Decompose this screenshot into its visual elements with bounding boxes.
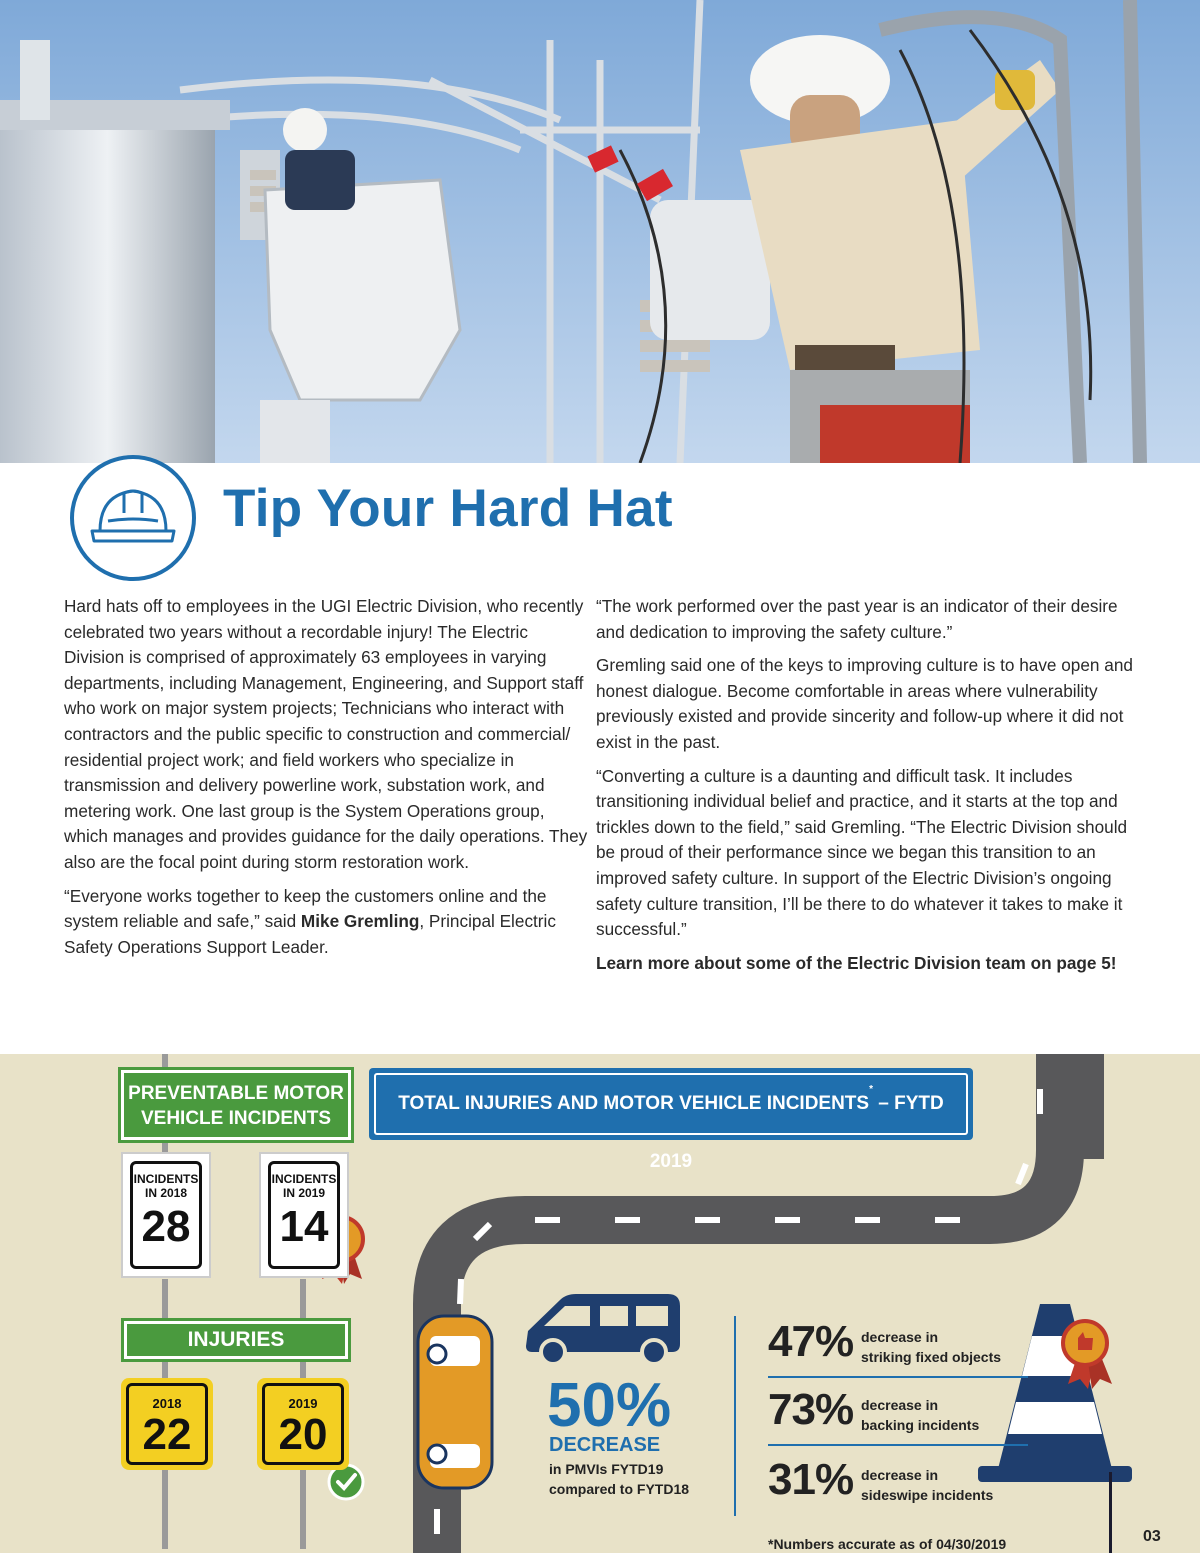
stat-label: striking fixed objects	[861, 1349, 1002, 1365]
injuries-year: 2018	[152, 1396, 182, 1411]
hard-hat-icon	[70, 455, 196, 581]
incidents-year-label: IN 2018	[144, 1186, 188, 1200]
stat-label: backing incidents	[861, 1417, 980, 1433]
stat-label: sideswipe incidents	[861, 1487, 994, 1503]
banner-text: TOTAL INJURIES AND MOTOR VEHICLE INCIDENTS	[398, 1093, 870, 1114]
pmvi-decrease-subtitle	[549, 1459, 729, 1499]
incidents-2018-sign	[123, 1154, 209, 1276]
subtitle-line: in PMVIs FYTD19	[549, 1461, 664, 1477]
article-quote: “The work performed over the past year is an indicator of their desire and dedication to improving the safety culture.”	[596, 596, 1118, 642]
article-paragraph: Hard hats off to employees in the UGI Electric Division, who recently celebrated two years without a recordable injury! The Electric Division is comprised of approximately 63 employees in varying departments, including Management, Engineering, and Support staff who work on major system projects; Technicians who interact with contractors and the public specific to construction and commercial/ residential project work; and field workers who specialize in transmission and delivery powerline work, substation work, and metering work. One last group is the System Operations group, which manages and provides guidance for the daily operations. They also are the focal point during storm restoration work.	[64, 596, 588, 872]
speaker-title: , Principal Electric Safety Operations Support Leader.	[64, 911, 556, 957]
divider	[768, 1376, 1028, 1378]
pmvi-sign-line1: PREVENTABLE MOTOR	[128, 1083, 344, 1104]
footnote: *Numbers accurate as of 04/30/2019	[768, 1536, 1007, 1552]
hero-photo	[0, 0, 1200, 463]
article-right-column	[596, 594, 1136, 984]
van-icon	[526, 1294, 680, 1364]
stat-label: decrease in	[861, 1397, 939, 1413]
injuries-year: 2019	[288, 1396, 318, 1411]
article-quote	[64, 884, 589, 961]
checkmark-icon	[329, 1465, 363, 1499]
stat-label: decrease in	[861, 1329, 939, 1345]
pmvi-sign	[121, 1070, 351, 1140]
incidents-value: 14	[279, 1202, 329, 1251]
incidents-year-label: IN 2019	[282, 1186, 326, 1200]
incidents-label: INCIDENTS	[133, 1172, 199, 1186]
pmvi-decrease-value: 50%	[547, 1371, 672, 1440]
car-icon	[418, 1316, 492, 1488]
banner-suffix: – FYTD 2019	[649, 1093, 944, 1172]
learn-more-callout: Learn more about some of the Electric Division team on page 5!	[596, 952, 1117, 973]
divider	[734, 1316, 736, 1516]
page-number: 03	[1143, 1528, 1161, 1545]
subtitle-line: compared to FYTD18	[549, 1481, 690, 1497]
stat-row	[768, 1384, 1088, 1444]
incidents-label: INCIDENTS	[271, 1172, 337, 1186]
page-number-bar	[1109, 1472, 1112, 1553]
totals-banner	[369, 1068, 973, 1172]
stat-value: 31%	[768, 1455, 854, 1504]
stat-row	[768, 1454, 1088, 1514]
stat-value: 47%	[768, 1317, 854, 1366]
incidents-value: 28	[141, 1202, 191, 1251]
quote-text: “Everyone works together to keep the customers online and the system reliable and safe,” said	[64, 885, 547, 932]
injuries-2018-sign	[121, 1378, 213, 1470]
stat-row	[768, 1316, 1088, 1376]
stat-value: 73%	[768, 1385, 854, 1434]
article-paragraph: Gremling said one of the keys to improving culture is to have open and honest dialogue. Become comfortable in areas where vulnerability previously existed and provide sincerity and follow-up where it did not exist in the past.	[596, 655, 1133, 752]
injuries-sign: INJURIES	[124, 1321, 348, 1359]
incidents-2019-sign	[261, 1154, 347, 1276]
page-title: Tip Your Hard Hat	[223, 479, 673, 538]
article-quote: “Converting a culture is a daunting and difficult task. It includes transitioning individual belief and practice, and it starts at the top and trickles down to the field,” said Gremling. “The Electric Division should be proud of their performance since we began this transition to an improved safety culture. In support of the Electric Division’s ongoing safety culture transition, I’ll be there to do whatever it takes to make it successful.”	[596, 765, 1128, 940]
banner-asterisk: *	[869, 1084, 873, 1095]
safety-infographic	[0, 1054, 1200, 1553]
speaker-name: Mike Gremling	[300, 911, 420, 932]
pmvi-sign-line2: VEHICLE INCIDENTS	[140, 1108, 332, 1129]
stat-label: decrease in	[861, 1467, 939, 1483]
injuries-value: 20	[278, 1410, 328, 1459]
pmvi-decrease-label: DECREASE	[549, 1434, 661, 1456]
divider	[768, 1444, 1028, 1446]
injuries-2019-sign	[257, 1378, 349, 1470]
injuries-value: 22	[142, 1410, 192, 1459]
article-left-column	[64, 594, 589, 968]
